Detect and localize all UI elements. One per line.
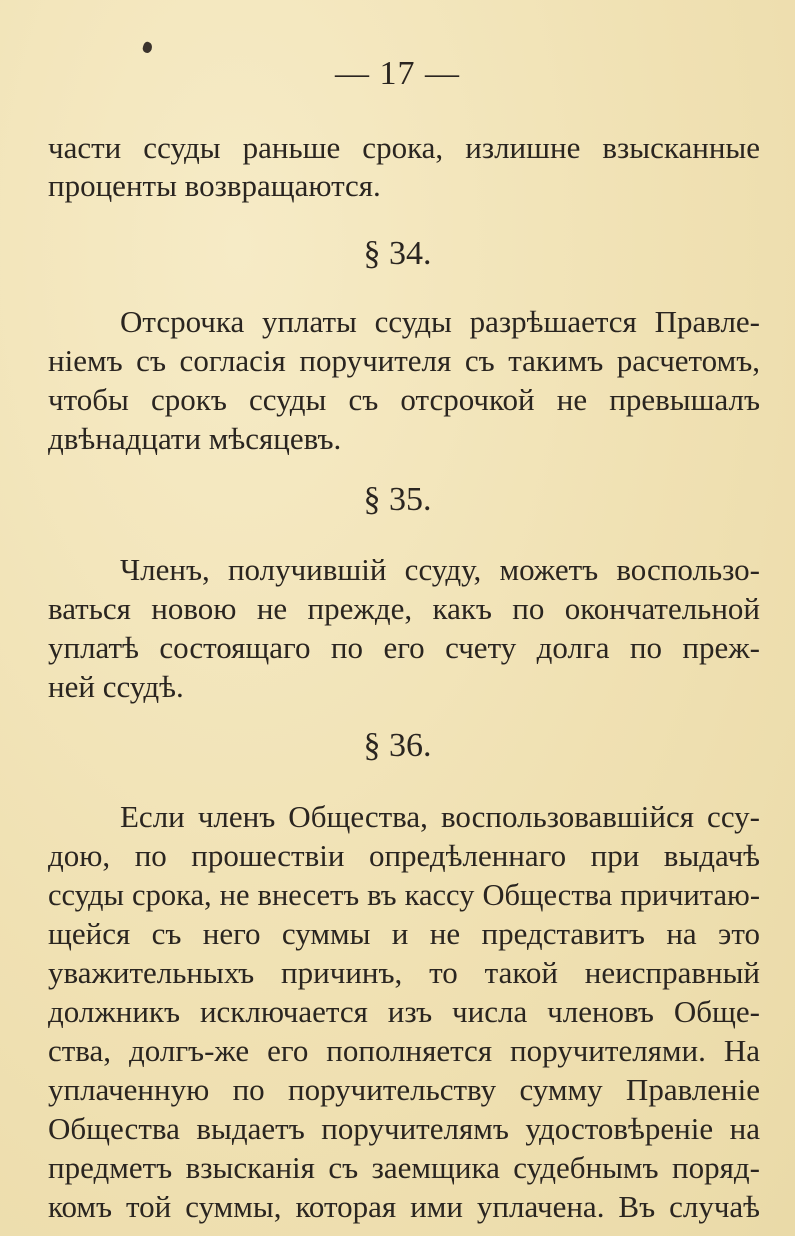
paragraph-line: ссуды срока, не внесетъ въ кассу Общества причитаю- — [48, 878, 760, 912]
paragraph-line: уплаченную по поручительству сумму Правленіе — [48, 1072, 760, 1107]
paragraph-line: комъ той суммы, которая ими уплачена. Въ случаѣ — [48, 1189, 760, 1224]
paragraph-line: уважительныхъ причинъ, то такой неисправный — [48, 955, 760, 990]
paragraph-line: ней ссудѣ. — [48, 669, 184, 704]
paragraph-line: ваться новою не прежде, какъ по окончательной — [48, 591, 760, 626]
paragraph-line: Если членъ Общества, воспользовавшійся ссу- — [120, 799, 760, 834]
paragraph-line: щейся съ него суммы и не представитъ на это — [48, 916, 760, 951]
paragraph-line: чтобы срокъ ссуды съ отсрочкой не превышалъ — [48, 382, 760, 417]
paragraph-line: дою, по прошествіи опредѣленнаго при выдачѣ — [48, 838, 760, 873]
paragraph-line: предметъ взысканія съ заемщика судебнымъ поряд- — [48, 1150, 760, 1185]
paragraph-line: ніемъ съ согласія поручителя съ такимъ расчетомъ, — [48, 343, 760, 378]
section-heading-35: § 35. — [363, 481, 432, 518]
section-heading-36: § 36. — [363, 727, 432, 764]
paragraph-line: ства, долгъ-же его пополняется поручителями. На — [48, 1033, 760, 1068]
paragraph-line: двѣнадцати мѣсяцевъ. — [48, 421, 342, 456]
paragraph-line: части ссуды раньше срока, излишне взысканные — [48, 130, 760, 165]
paragraph-line: Общества выдаетъ поручителямъ удостовѣреніе на — [48, 1111, 760, 1146]
paragraph-line: Отсрочка уплаты ссуды разрѣшается Правле- — [120, 304, 760, 339]
page-number: — 17 — — [335, 55, 460, 92]
section-heading-34: § 34. — [363, 235, 432, 272]
paragraph-line: должникъ исключается изъ числа членовъ Обще- — [48, 994, 760, 1029]
paragraph-line: уплатѣ состоящаго по его счету долга по преж- — [48, 630, 760, 665]
paragraph-line: проценты возвращаются. — [48, 168, 381, 203]
paragraph-line: Членъ, получившій ссуду, можетъ воспользо- — [120, 552, 760, 587]
